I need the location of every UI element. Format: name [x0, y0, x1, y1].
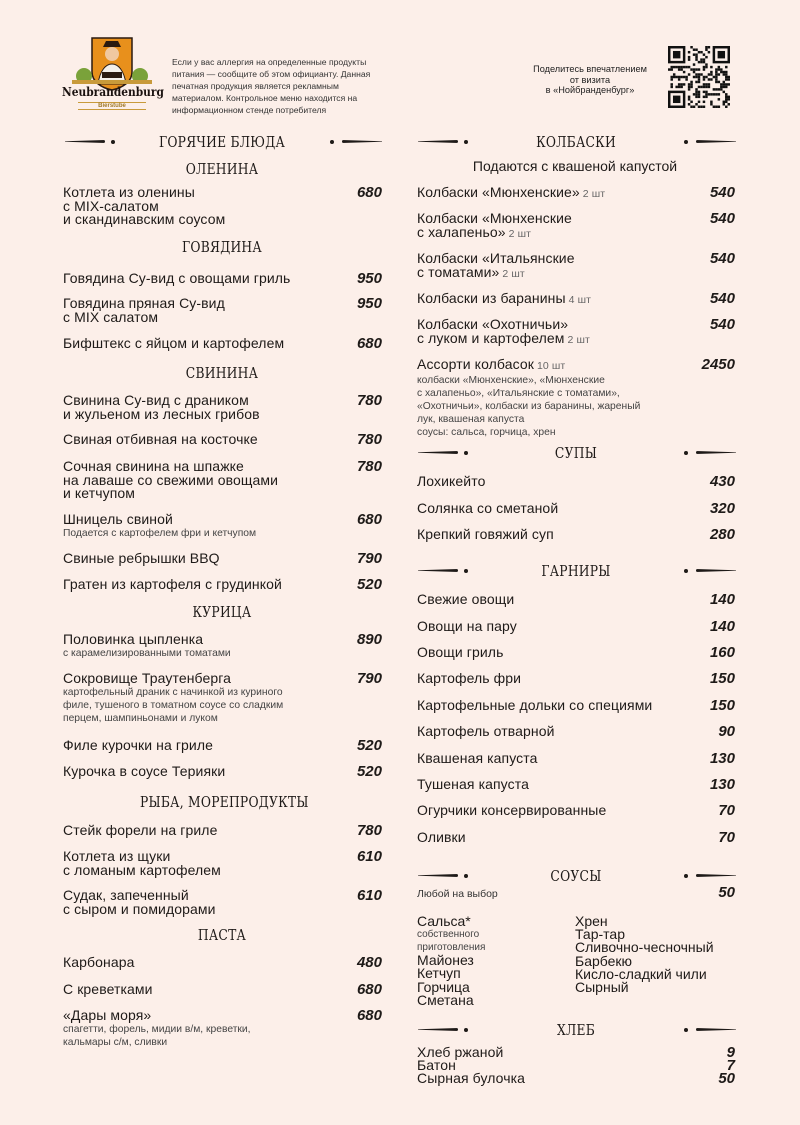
- logo-subtitle: Bierstube: [78, 102, 146, 110]
- ornament-dot: [330, 140, 334, 144]
- section-subtitle: Подаются с квашеной капустой: [472, 158, 678, 174]
- item-name-line: и жульеном из лесных грибов: [63, 405, 260, 422]
- item-name-line: Оливки: [417, 829, 466, 845]
- menu-item[interactable]: [63, 672, 283, 725]
- item-price: 130: [709, 776, 735, 793]
- ornament-line: [418, 569, 458, 572]
- item-description: кальмары с/м, сливки: [63, 1036, 168, 1048]
- item-name-line: Картофель отварной: [417, 723, 555, 739]
- item-name-line: Котлета из щуки: [63, 848, 171, 864]
- item-price: 780: [356, 392, 382, 409]
- item-price: 790: [356, 670, 382, 687]
- menu-item[interactable]: [63, 765, 225, 779]
- item-price: 540: [709, 184, 735, 201]
- item-name-line: Овощи гриль: [417, 644, 504, 660]
- item-description: колбаски «Мюнхенские», «Мюнхенские: [417, 374, 605, 386]
- ornament-line: [696, 140, 736, 143]
- item-name-line: Гратен из картофеля с грудинкой: [63, 576, 282, 592]
- sauce-list-right: [575, 915, 714, 994]
- allergy-notice: [172, 56, 402, 116]
- sauce-item[interactable]: Кетчуп: [417, 965, 461, 982]
- item-name-line: с MIX салатом: [63, 308, 159, 325]
- item-price: 680: [356, 511, 382, 528]
- item-price: 540: [709, 210, 735, 227]
- item-price: 9: [726, 1044, 735, 1061]
- item-price: 150: [709, 670, 735, 687]
- menu-item[interactable]: [63, 272, 290, 286]
- item-price: 780: [356, 431, 382, 448]
- item-quantity: 2 шт: [508, 227, 532, 240]
- ornament-dot: [684, 1028, 688, 1032]
- sauce-item[interactable]: Майонез: [417, 952, 474, 969]
- item-price: 140: [709, 591, 735, 608]
- item-price: 150: [709, 697, 735, 714]
- menu-item[interactable]: [417, 186, 605, 202]
- item-name-line: Говядина пряная Су-вид: [63, 295, 225, 311]
- item-quantity: 2 шт: [582, 188, 606, 200]
- item-description: филе, тушеного в томатном соусе со сладким: [63, 699, 284, 711]
- menu-item[interactable]: [63, 578, 282, 592]
- qr-code[interactable]: [668, 46, 730, 108]
- item-name-line: Свиные ребрышки BBQ: [63, 550, 220, 566]
- ornament-dot: [684, 569, 688, 573]
- menu-item[interactable]: [63, 186, 225, 227]
- item-price: 70: [718, 802, 735, 819]
- sauce-description: приготовления: [417, 942, 486, 954]
- item-price: 680: [356, 335, 382, 352]
- menu-item[interactable]: [417, 752, 538, 766]
- menu-item[interactable]: [417, 292, 591, 308]
- item-quantity: 2 шт: [502, 267, 525, 280]
- ornament-dot: [464, 569, 468, 573]
- sauce-list-left: [417, 915, 485, 1007]
- item-price: 890: [356, 631, 382, 648]
- menu-item[interactable]: [63, 739, 213, 753]
- item-price: 610: [356, 887, 382, 904]
- ornament-line: [418, 1028, 458, 1031]
- item-name-line: Судак, запеченный: [63, 887, 189, 903]
- ornament-divider-icon: [684, 871, 736, 881]
- item-name: Ассорти колбасок: [417, 356, 534, 372]
- menu-item[interactable]: [417, 502, 558, 516]
- ornament-line: [65, 140, 105, 143]
- logo: [62, 36, 164, 116]
- item-price: 7: [726, 1057, 735, 1074]
- item-name-line: [417, 329, 590, 348]
- ornament-divider-icon: [418, 137, 470, 147]
- item-name-line: Карбонара: [63, 954, 135, 970]
- menu-item[interactable]: [63, 633, 231, 660]
- share-line: Поделитесь впечатлением: [533, 64, 647, 74]
- item-description: Подается с картофелем фри и кетчупом: [63, 527, 257, 539]
- sauce-item[interactable]: Сырный: [575, 979, 629, 996]
- item-quantity: 10 шт: [536, 360, 566, 372]
- menu-item[interactable]: [417, 672, 521, 686]
- menu-item[interactable]: [417, 725, 555, 739]
- sauce-price: 50: [718, 884, 735, 901]
- sauce-item[interactable]: Кисло-сладкий чили: [575, 965, 707, 982]
- item-price: 430: [709, 473, 735, 490]
- allergy-line: печатная продукция является рекламным: [172, 81, 339, 91]
- menu-item[interactable]: [417, 699, 652, 713]
- item-price: 680: [356, 184, 382, 201]
- item-name-line: [417, 223, 572, 242]
- item-name-line: и скандинавским соусом: [63, 211, 226, 227]
- ornament-divider-icon: [684, 1025, 736, 1035]
- item-name: Колбаски из баранины: [417, 290, 566, 306]
- item-name-line: Говядина Су-вид с овощами гриль: [63, 270, 291, 286]
- item-price: 140: [709, 618, 735, 635]
- item-name-line: Бифштекс с яйцом и картофелем: [63, 335, 285, 351]
- item-price: 520: [356, 737, 382, 754]
- menu-item[interactable]: [417, 318, 590, 347]
- item-name-line: Половинка цыпленка: [63, 631, 204, 647]
- allergy-line: материалом. Контрольное меню находится на: [172, 93, 358, 103]
- item-description: лук, квашеная капуста: [417, 413, 525, 425]
- item-price: 320: [709, 500, 735, 517]
- section-heading: РЫБА, МОРЕПРОДУКТЫ: [140, 793, 309, 811]
- item-price: 160: [709, 644, 735, 661]
- item-name-line: [417, 186, 605, 202]
- section-heading: ХЛЕБ: [556, 1021, 596, 1039]
- ornament-divider-icon: [418, 1025, 470, 1035]
- section-heading: КОЛБАСКИ: [536, 133, 616, 151]
- ornament-line: [418, 140, 458, 143]
- item-name-line: Солянка со сметаной: [417, 500, 559, 516]
- item-name-line: [417, 358, 640, 374]
- menu-item[interactable]: [63, 983, 153, 997]
- item-price: 950: [356, 295, 382, 312]
- sauce-item[interactable]: Хрен: [575, 913, 608, 929]
- ornament-divider-icon: [330, 137, 382, 147]
- sauce-item[interactable]: Барбекю: [575, 952, 633, 969]
- item-price: 540: [709, 290, 735, 307]
- ornament-divider-icon: [684, 137, 736, 147]
- item-name-line: [417, 263, 575, 282]
- allergy-line: информационном стенде потребителя: [172, 105, 327, 115]
- item-name-line: Тушеная капуста: [417, 776, 529, 792]
- share-line: от визита: [569, 74, 611, 85]
- item-price: 2450: [701, 356, 735, 373]
- menu-item[interactable]: [417, 475, 485, 489]
- allergy-line: Если у вас аллергия на определенные продукты: [172, 57, 367, 67]
- menu-item[interactable]: [63, 1009, 251, 1049]
- ornament-divider-icon: [418, 871, 470, 881]
- menu-item[interactable]: [417, 252, 575, 281]
- item-name-line: Сокровище Траутенберга: [63, 670, 232, 686]
- menu-item[interactable]: [63, 824, 217, 838]
- ornament-divider-icon: [65, 137, 117, 147]
- section-heading: ГАРНИРЫ: [541, 562, 611, 580]
- menu-item[interactable]: [63, 850, 221, 877]
- ornament-dot: [684, 140, 688, 144]
- ornament-divider-icon: [684, 448, 736, 458]
- sauce-note: Любой на выбор: [417, 888, 498, 900]
- ornament-dot: [464, 1028, 468, 1032]
- item-name-line: Овощи на пару: [417, 618, 517, 634]
- item-name-line: с MIX-салатом: [63, 197, 159, 214]
- item-name-line: Свиная отбивная на косточке: [63, 431, 258, 447]
- item-description: «Охотничьи», колбаски из баранины, жареный: [417, 400, 641, 412]
- item-price: 280: [709, 526, 735, 543]
- item-price: 70: [718, 829, 735, 846]
- sauce-item[interactable]: Сметана: [417, 991, 474, 1008]
- menu-item[interactable]: [417, 620, 517, 634]
- menu-item[interactable]: [417, 831, 466, 845]
- sauce-item[interactable]: Сальса*: [417, 913, 471, 929]
- item-name-line: Крепкий говяжий суп: [417, 526, 554, 542]
- menu-item[interactable]: [417, 646, 503, 660]
- item-name-line: на лаваше со свежими овощами: [63, 471, 279, 488]
- sauce-item[interactable]: Горчица: [417, 978, 470, 995]
- item-name-line: Квашеная капуста: [417, 750, 538, 766]
- sauce-item[interactable]: Тар-тар: [575, 926, 625, 943]
- ornament-divider-icon: [418, 448, 470, 458]
- ornament-dot: [464, 874, 468, 878]
- menu-item[interactable]: [417, 778, 529, 792]
- allergy-line: питания — сообщите об этом официанту. Данная: [172, 69, 371, 79]
- ornament-dot: [684, 451, 688, 455]
- ornament-dot: [111, 140, 115, 144]
- item-price: 520: [356, 763, 382, 780]
- item-price: 480: [356, 954, 382, 971]
- menu-item[interactable]: [63, 889, 216, 916]
- menu-item[interactable]: [63, 433, 258, 447]
- logo-text: Neubrandenburg: [62, 84, 164, 99]
- menu-item[interactable]: [63, 394, 260, 421]
- menu-item[interactable]: [63, 337, 284, 351]
- item-name-line: Стейк форели на гриле: [63, 822, 218, 838]
- item-price: 50: [718, 1070, 735, 1087]
- sauce-item[interactable]: Сливочно-чесночный: [575, 939, 714, 956]
- item-price: 680: [356, 1007, 382, 1024]
- item-name: Колбаски «Мюнхенские»: [417, 184, 580, 200]
- item-price: 610: [356, 848, 382, 865]
- item-name-line: Лохикейто: [417, 473, 486, 489]
- ornament-dot: [684, 874, 688, 878]
- section-heading: СУПЫ: [554, 444, 598, 462]
- section-heading: КУРИЦА: [192, 603, 252, 621]
- item-name-line: Шницель свиной: [63, 511, 173, 527]
- item-price: 520: [356, 576, 382, 593]
- item-description: спагетти, форель, мидии в/м, креветки,: [63, 1023, 251, 1035]
- menu-item[interactable]: [417, 358, 640, 439]
- menu-item[interactable]: [417, 528, 554, 542]
- ornament-divider-icon: [418, 566, 470, 576]
- ornament-line: [696, 451, 736, 454]
- ornament-line: [696, 569, 736, 572]
- item-name-line: Батон: [417, 1057, 456, 1073]
- item-name-line: с сыром и помидорами: [63, 900, 216, 917]
- item-quantity: 4 шт: [568, 294, 592, 306]
- item-name-line: Котлета из оленины: [63, 184, 195, 200]
- item-name-line: С креветками: [63, 981, 153, 997]
- item-description: с халапеньо», «Итальянские с томатами»,: [417, 387, 620, 399]
- item-name-line: Колбаски «Охотничьи»: [417, 316, 569, 332]
- item-price: 90: [718, 723, 735, 740]
- item-name: с томатами»: [417, 263, 500, 280]
- section-heading: СВИНИНА: [185, 364, 259, 382]
- item-price: 950: [356, 270, 382, 287]
- item-quantity: 2 шт: [567, 333, 590, 346]
- item-name-line: Свежие овощи: [417, 591, 515, 607]
- item-name: с халапеньо»: [417, 223, 506, 240]
- menu-item[interactable]: [417, 1072, 525, 1086]
- menu-item[interactable]: [63, 513, 256, 540]
- ornament-line: [418, 874, 458, 877]
- ornament-line: [418, 451, 458, 454]
- section-heading: СОУСЫ: [550, 867, 602, 885]
- menu-item[interactable]: [63, 460, 278, 501]
- section-heading: ПАСТА: [197, 926, 247, 944]
- item-price: 130: [709, 750, 735, 767]
- sauce-description: собственного: [417, 929, 480, 941]
- section-heading: ОЛЕНИНА: [185, 160, 259, 178]
- menu-item[interactable]: [417, 593, 514, 607]
- share-feedback-text: [500, 64, 680, 96]
- item-name-line: Сочная свинина на шпажке: [63, 458, 244, 474]
- item-description: картофельный драник с начинкой из куриного: [63, 686, 283, 698]
- menu-item[interactable]: [63, 956, 135, 970]
- item-price: 790: [356, 550, 382, 567]
- ornament-line: [696, 874, 736, 877]
- item-price: 680: [356, 981, 382, 998]
- item-price: 540: [709, 250, 735, 267]
- item-name-line: Огурчики консервированные: [417, 802, 607, 818]
- item-name-line: с ломаным картофелем: [63, 861, 221, 878]
- item-name-line: [417, 292, 591, 308]
- item-name-line: Курочка в соусе Терияки: [63, 763, 226, 779]
- item-name-line: Хлеб ржаной: [417, 1044, 504, 1060]
- ornament-dot: [464, 140, 468, 144]
- section-heading: ГОРЯЧИЕ БЛЮДА: [158, 133, 286, 151]
- item-name-line: Филе курочки на гриле: [63, 737, 214, 753]
- item-name-line: Колбаски «Итальянские: [417, 250, 575, 266]
- item-description: с карамелизированными томатами: [63, 647, 231, 659]
- ornament-line: [342, 140, 382, 143]
- ornament-line: [696, 1028, 736, 1031]
- menu-item[interactable]: [63, 297, 225, 324]
- item-name-line: Картофельные дольки со специями: [417, 697, 653, 713]
- item-name-line: «Дары моря»: [63, 1007, 152, 1023]
- item-description: соусы: сальса, горчица, хрен: [417, 426, 556, 438]
- menu-item[interactable]: [63, 552, 220, 566]
- ornament-dot: [464, 451, 468, 455]
- menu-item[interactable]: [417, 212, 572, 241]
- ornament-divider-icon: [684, 566, 736, 576]
- section-heading: ГОВЯДИНА: [182, 238, 262, 256]
- item-price: 780: [356, 458, 382, 475]
- item-name-line: Колбаски «Мюнхенские: [417, 210, 572, 226]
- share-line: в «Нойбранденбург»: [545, 85, 635, 95]
- item-price: 780: [356, 822, 382, 839]
- item-description: перцем, шампиньонами и луком: [63, 712, 218, 724]
- item-name-line: Свинина Су-вид с драником: [63, 392, 249, 408]
- item-name-line: Картофель фри: [417, 670, 522, 686]
- item-name: с луком и картофелем: [417, 329, 565, 346]
- item-name-line: и кетчупом: [63, 485, 136, 501]
- menu-item[interactable]: [417, 804, 606, 818]
- item-price: 540: [709, 316, 735, 333]
- item-name-line: Сырная булочка: [417, 1070, 526, 1086]
